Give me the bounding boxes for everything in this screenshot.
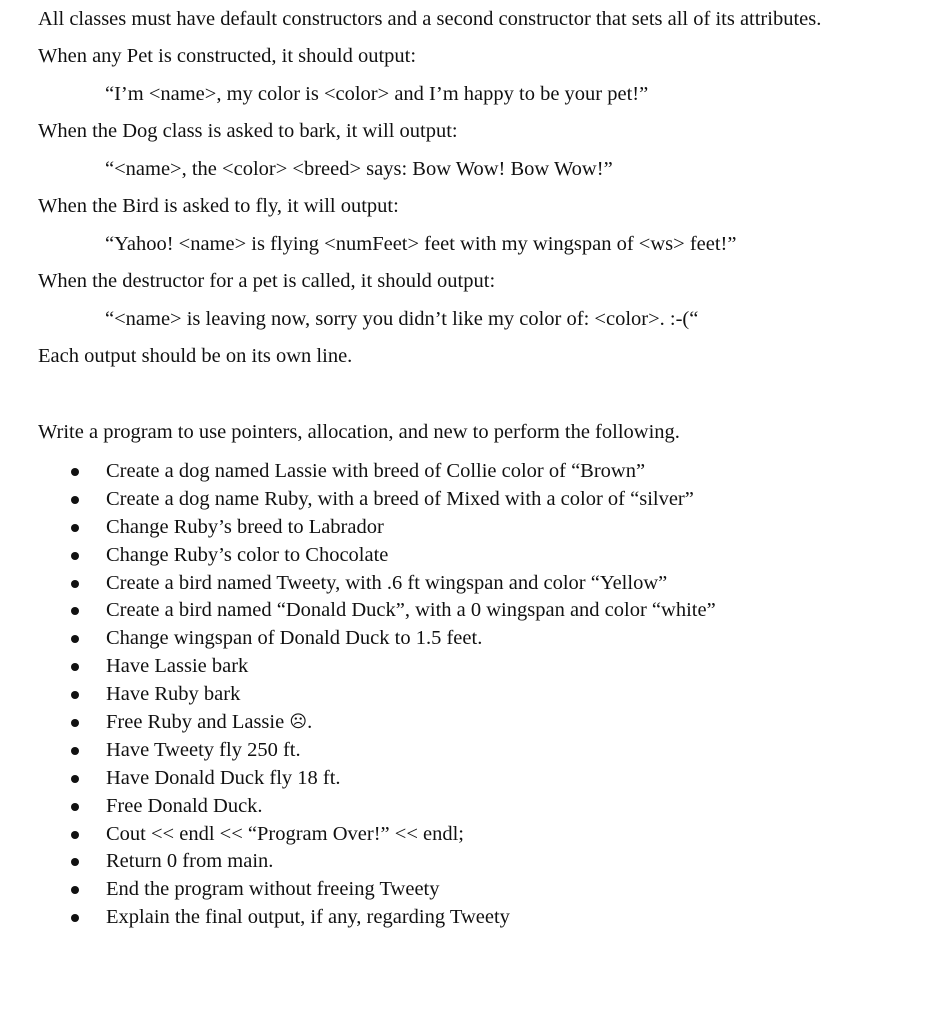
- bullet-icon: [71, 691, 79, 699]
- bullet-icon: [71, 635, 79, 643]
- bullet-icon: [71, 524, 79, 532]
- bullet-icon: [71, 831, 79, 839]
- free-ruby-lassie-period: .: [307, 711, 313, 734]
- pet-constructed-output: “I’m <name>, my color is <color> and I’m happy to be your pet!”: [105, 83, 649, 105]
- program-instructions-heading: Write a program to use pointers, allocation, and new to perform the following.: [38, 421, 680, 443]
- bullet-icon: [71, 552, 79, 560]
- bullet-icon: [71, 496, 79, 504]
- bullet-icon: [71, 886, 79, 894]
- own-line-note: Each output should be on its own line.: [38, 345, 353, 367]
- destructor-heading: When the destructor for a pet is called, it should output:: [38, 270, 496, 292]
- bird-fly-heading: When the Bird is asked to fly, it will output:: [38, 195, 399, 217]
- dog-bark-heading: When the Dog class is asked to bark, it will output:: [38, 120, 458, 142]
- constructors-requirement: All classes must have default constructors and a second constructor that sets all of its attributes.: [38, 8, 822, 30]
- dog-bark-output: “<name>, the <color> <breed> says: Bow Wow! Bow Wow!”: [105, 158, 613, 180]
- bullet-icon: [71, 607, 79, 615]
- bullet-icon: [71, 775, 79, 783]
- bullet-icon: [71, 914, 79, 922]
- bullet-icon: [71, 663, 79, 671]
- bird-fly-output: “Yahoo! <name> is flying <numFeet> feet with my wingspan of <ws> feet!”: [105, 233, 737, 255]
- bullet-icon: [71, 803, 79, 811]
- document-page: All classes must have default constructors and a second constructor that sets all of its attributes. When any Pet is constructed, it should output: “I’m <name>, my color is <color> and I’m happy to be your pet!” When the Dog class is asked to bark, it will output: “<name>, the <color> <breed> says: Bow Wow! Bow Wow!” When the Bird is asked to fly, it will output: “Yahoo! <name> is flying <numFeet> feet with my wingspan of <ws> feet!” When the destructor for a pet is called, it should output: “<name> is leaving now, sorry you didn’t like my color of: <color>. :-(“ Each output should be on its own line. Write a program to use pointers, allocation, and new to perform the following. Create a dog named Lassie with breed of Collie color of “Brown” Create a dog name Ruby, with a breed of Mixed with a color of “silver” Change Ruby’s breed to Labrador Change Ruby’s color to Chocolate Create a bird named Tweety, with .6 ft wingspan and color “Yellow” Create a bird named “Donald Duck”, with a 0 wingspan and color “white” Change wingspan of Donald Duck to 1.5 feet. Have Lassie bark Have Ruby bark Free Ruby and Lassie ☹. Have Tweety fly 250 ft. Have Donald Duck fly 18 ft. Free Donald Duck. Cout << endl << “Program Over!” << endl; Return 0 from main. End the program without freeing Tweety Explain the final output, if any, regarding Tweety: [38, 8, 822, 929]
- bullet-icon: [71, 858, 79, 866]
- sad-face-icon: ☹: [289, 712, 308, 733]
- pet-constructed-heading: When any Pet is constructed, it should output:: [38, 45, 417, 67]
- bullet-icon: [71, 719, 79, 727]
- free-ruby-lassie-text: Free Ruby and Lassie: [106, 711, 290, 734]
- bullet-icon: [71, 468, 79, 476]
- destructor-output: “<name> is leaving now, sorry you didn’t like my color of: <color>. :-(“: [105, 308, 699, 330]
- bullet-icon: [71, 580, 79, 588]
- bullet-icon: [71, 747, 79, 755]
